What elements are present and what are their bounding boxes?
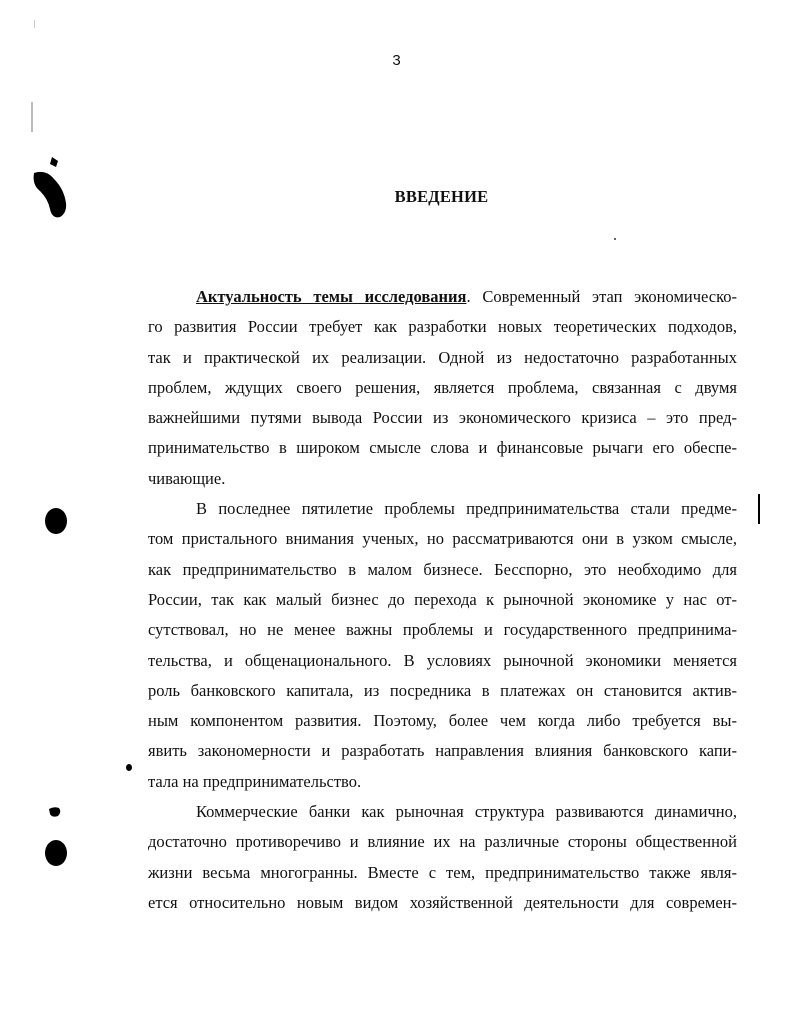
- text-line: достаточно противоречиво и влияние их на различные стороны общественной: [148, 832, 737, 852]
- text-line: ется относительно новым видом хозяйственной деятельности для современ-: [148, 892, 737, 912]
- scan-dot: [614, 238, 616, 240]
- text-line: так и практической их реализации. Одной из недостаточно разработанных: [148, 347, 737, 367]
- scan-blob-2: [126, 764, 132, 771]
- text-line-content: . Современный этап экономическо-: [466, 287, 737, 306]
- text-line: тала на предпринимательство.: [148, 771, 362, 791]
- lead-phrase: Актуальность темы исследования: [196, 287, 467, 306]
- document-body: [148, 282, 737, 918]
- scan-mark-tiny: [34, 20, 35, 28]
- text-line: ным компонентом развития. Поэтому, более чем когда либо требуется вы-: [148, 711, 737, 731]
- text-line: явить закономерности и разработать направления влияния банковского капи-: [148, 741, 737, 761]
- text-line: принимательство в широком смысле слова и финансовые рычаги его обеспе-: [148, 438, 737, 458]
- text-line: тельства, и общенационального. В условиях рыночной экономики меняется: [148, 650, 737, 670]
- text-line: роль банковского капитала, из посредника в платежах он становится актив-: [148, 680, 737, 700]
- text-line: жизни весьма многогранны. Вместе с тем, предпринимательство также явля-: [148, 862, 737, 882]
- text-line: России, так как малый бизнес до перехода к рыночной экономике у нас от-: [148, 589, 737, 609]
- text-line: [148, 282, 737, 312]
- page-title: ВВЕДЕНИЕ: [394, 187, 489, 206]
- text-line: проблем, ждущих своего решения, является проблема, связанная с двумя: [148, 377, 737, 397]
- scan-mark-left-top: [31, 102, 33, 132]
- text-line: как предпринимательство в малом бизнесе. Бесспорно, это необходимо для: [148, 559, 737, 579]
- page-number: 3: [392, 52, 401, 69]
- text-line: В последнее пятилетие проблемы предпринимательства стали предме-: [196, 499, 737, 519]
- text-line: Коммерческие банки как рыночная структура развиваются динамично,: [196, 802, 737, 822]
- text-line: чивающие.: [148, 468, 226, 488]
- text-line: том пристального внимания ученых, но рассматриваются они в узком смысле,: [148, 529, 737, 549]
- text-line: го развития России требует как разработки новых теоретических подходов,: [148, 317, 737, 337]
- text-line: сутствовал, но не менее важны проблемы и государственного предпринима-: [148, 620, 737, 640]
- text-line: важнейшими путями вывода России из экономического кризиса – это пред-: [148, 408, 737, 428]
- scan-mark-right: [758, 494, 760, 524]
- scan-blob-1: [45, 508, 67, 534]
- scan-blob-3: [45, 840, 67, 866]
- scan-blot-small: [48, 806, 62, 818]
